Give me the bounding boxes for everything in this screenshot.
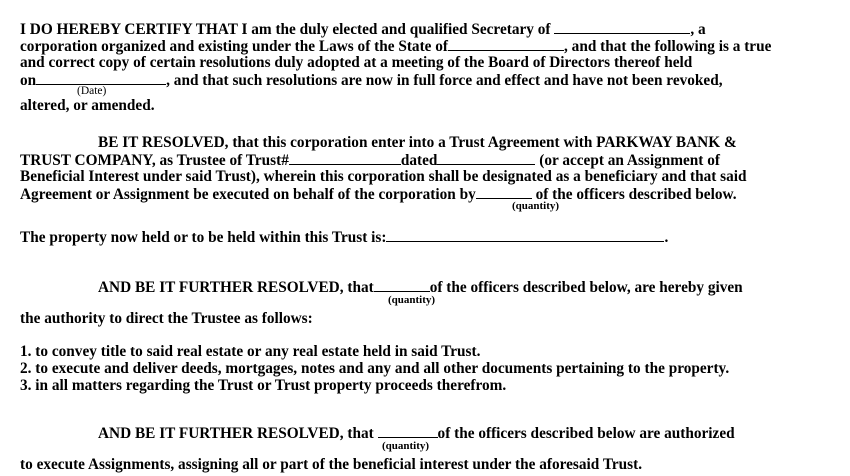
certify-text-4b: , and that such resolutions are now in full force and effect and have not been revoked, [166, 72, 723, 89]
property-text: The property now held or to be held within this Trust is: [20, 229, 387, 246]
quantity-caption-1: (quantity) [512, 200, 560, 212]
certify-text-1b: , a [690, 21, 706, 38]
quantity-caption-3: (quantity) [382, 440, 430, 452]
executing-officers-quantity-field[interactable] [476, 185, 532, 199]
certify-line-4 [20, 71, 723, 90]
meeting-date-field[interactable] [36, 71, 166, 85]
resolution-2-text-1a: AND BE IT FURTHER RESOLVED, that [98, 279, 374, 296]
list-item-2: 2. to execute and deliver deeds, mortgages, notes and any and all other documents pertaining to the property. [20, 360, 730, 377]
secretary-of-corporation-field[interactable] [554, 20, 690, 34]
list-item-1: 1. to convey title to said real estate or any real estate held in said Trust. [20, 343, 481, 360]
property-line [20, 228, 668, 247]
property-description-field[interactable] [386, 228, 664, 242]
certify-text-4a: on [20, 72, 37, 89]
resolution-1-text-4b: of the officers described below. [535, 186, 737, 203]
certify-text-2a: corporation organized and existing under the Laws of the State of [20, 38, 449, 55]
quantity-caption-2: (quantity) [388, 294, 436, 306]
resolution-1-text-2a: TRUST COMPANY, as Trustee of Trust# [20, 152, 289, 169]
property-period: . [664, 229, 669, 246]
certify-text-2b: , and that the following is a true [564, 38, 772, 55]
assigning-officers-quantity-field[interactable] [378, 424, 438, 438]
resolution-1-line-4 [20, 185, 737, 204]
resolution-3-line-2: to execute Assignments, assigning all or part of the beneficial interest under the aforesaid Trust. [20, 456, 643, 473]
resolution-1-line-1: BE IT RESOLVED, that this corporation enter into a Trust Agreement with PARKWAY BANK & [98, 134, 737, 151]
resolution-2-text-1b: of the officers described below, are hereby given [429, 279, 743, 296]
date-caption: (Date) [77, 85, 107, 97]
certify-text-1a: I DO HEREBY CERTIFY THAT I am the duly elected and qualified Secretary of [20, 21, 551, 38]
list-item-3: 3. in all matters regarding the Trust or Trust property proceeds therefrom. [20, 377, 507, 394]
resolution-1-text-2c: (or accept an Assignment of [539, 152, 720, 169]
state-field[interactable] [448, 37, 564, 51]
resolution-2-line-2: the authority to direct the Trustee as follows: [20, 310, 313, 327]
trust-number-field[interactable] [289, 151, 401, 165]
resolution-1-text-2b: dated [400, 152, 438, 169]
directing-officers-quantity-field[interactable] [374, 278, 430, 292]
trust-date-field[interactable] [437, 151, 535, 165]
certify-line-5: altered, or amended. [20, 97, 155, 114]
resolution-1-line-3: Beneficial Interest under said Trust), wherein this corporation shall be designated as a beneficiary and that said [20, 168, 747, 185]
resolution-3-text-1b: of the officers described below are authorized [437, 425, 735, 442]
resolution-1-text-4a: Agreement or Assignment be executed on behalf of the corporation by [20, 186, 476, 203]
resolution-3-text-1a: AND BE IT FURTHER RESOLVED, that [98, 425, 374, 442]
certify-line-3: and correct copy of certain resolutions duly adopted at a meeting of the Board of Directors thereof held [20, 54, 693, 71]
